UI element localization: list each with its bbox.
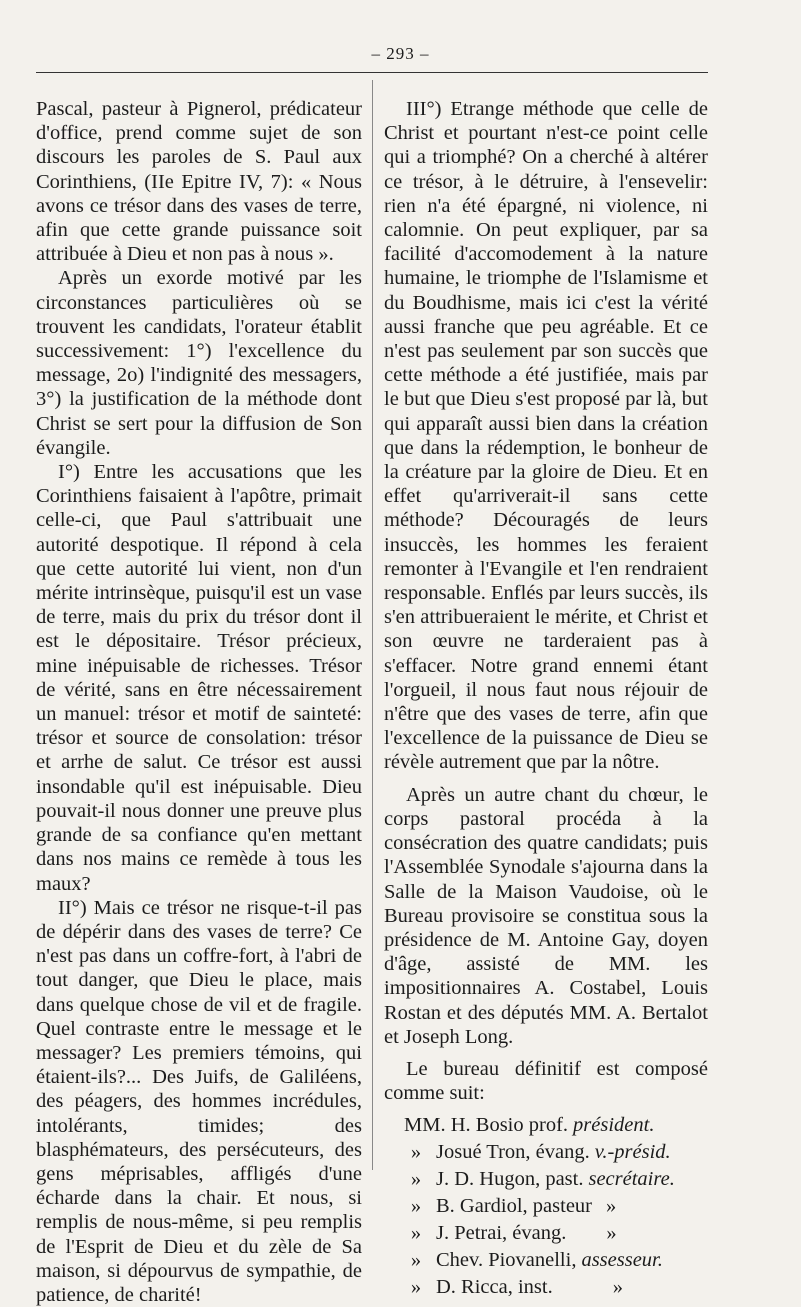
member-role: président. — [573, 1114, 655, 1137]
paragraph: I°) Entre les accusations que les Corinthiens faisaient à l'apôtre, primait celle-ci, que Paul s'attribuait une autorité despotique. Il répond à cela que cette autorité lui vient, non d'un mérite intrinsèque, puisqu'il est un vase de terre, mais du prix du trésor dont il est le dépositaire. Trésor précieux, mine inépuisable de richesses. Trésor de vérité, sans en être nécessairement un manuel: trésor et motif de sainteté: trésor et source de consolation: trésor et arrhe de salut. Ce trésor est aussi insondable qu'il est inépuisable. Dieu pouvait-il nous donner une preuve plus grande de sa confiance qu'en mettant dans nos mains ce remède à tous les maux? — [36, 461, 362, 895]
list-item — [384, 1167, 708, 1194]
paragraph: Le bureau définitif est composé comme suit: — [384, 1057, 708, 1105]
member-name: B. Gardiol, pasteur — [436, 1195, 592, 1218]
paragraph: II°) Mais ce trésor ne risque-t-il pas de dépérir dans des vases de terre? Ce n'est pas dans un coffre-fort, à l'abri de tout danger, que Dieu le place, mais dans quelque chose de vil et de fragile. Quel contraste entre le message et le messager? Les premiers témoins, qui étaient-ils?... Des Juifs, de Galiléens, des péagers, des hommes incrédules, intolérants, timides; des blasphémateurs, des persécuteurs, des gens méprisables, affligés d'une écharde dans la chair. Et nous, si remplis de nous-même, si peu remplis de l'Esprit de Dieu et du zèle de Sa maison, si dépourvus de sympathie, de patience, de charité! — [36, 896, 362, 1306]
right-column — [384, 97, 708, 1302]
ditto-mark: » — [410, 1249, 422, 1272]
column-divider — [372, 80, 373, 1170]
title-mark: MM. — [404, 1114, 446, 1137]
list-item — [384, 1221, 708, 1248]
ditto-mark: » — [410, 1195, 422, 1218]
member-name: J. Petrai, évang. — [436, 1222, 567, 1245]
bureau-list — [384, 1113, 708, 1302]
ditto-mark: » — [612, 1276, 623, 1299]
header-rule — [36, 72, 708, 73]
list-item — [384, 1275, 708, 1302]
ditto-mark: » — [606, 1195, 617, 1218]
paragraph: Pascal, pasteur à Pignerol, prédicateur d'office, prend comme sujet de son discours les paroles de S. Paul aux Corinthiens, (IIe Epitre IV, 7): « Nous avons ce trésor dans des vases de terre, afin que cette grande puissance soit attribuée à Dieu et non pas à nous ». — [36, 98, 362, 266]
list-item — [384, 1113, 708, 1140]
member-name: J. D. Hugon, past. — [436, 1168, 584, 1191]
ditto-mark: » — [410, 1276, 422, 1299]
ditto-mark: » — [410, 1222, 422, 1245]
paragraph: III°) Etrange méthode que celle de Christ et pourtant n'est-ce point celle qui a triomphé? On a cherché à altérer ce trésor, à le détruire, à l'ensevelir: rien n'a été épargné, ni violence, ni calomnie. On peut expliquer, par sa facilité d'accomodement à la nature humaine, le triomphe de l'Islamisme et du Boudhisme, mais ici c'est la vérité aussi franche que peu agréable. Et ce n'est pas seulement par son succès que cette méthode a été justifiée, mais par le but que Dieu s'est proposé par là, but qui apparaît aussi bien dans la création que dans la rédemption, le bonheur de la créature par la gloire de Dieu. Et en effet qu'arriverait-il sans cette méthode? Découragés de leurs insuccès, les hommes les feraient remonter à l'Evangile et l'en rendraient responsable. Enflés par leurs succès, ils s'en attribueraient le mérite, et Christ et son œuvre ne tarderaient pas à s'effacer. Notre grand ennemi étant l'orgueil, il nous faut nous réjouir de n'être que des vases de terre, afin que l'excellence de la puissance de Dieu se révèle autrement que par la nôtre. — [384, 98, 708, 774]
left-column — [36, 97, 362, 1307]
list-item — [384, 1140, 708, 1167]
member-name: Josué Tron, évang. — [436, 1141, 590, 1164]
ditto-mark: » — [410, 1168, 422, 1191]
paragraph: Après un autre chant du chœur, le corps pastoral procéda à la consécration des quatre candidats; puis l'Assemblée Synodale s'ajourna dans la Salle de la Maison Vaudoise, où le Bureau provisoire se constitua sous la présidence de M. Antoine Gay, doyen d'âge, assisté de MM. les impositionnaires A. Costabel, Louis Rostan et des députés MM. A. Bertalot et Joseph Long. — [384, 783, 708, 1048]
page-number: – 293 – — [371, 44, 430, 63]
member-name: D. Ricca, inst. — [436, 1276, 553, 1299]
paragraph: Après un exorde motivé par les circonstances particulières où se trouvent les candidats, l'orateur établit successivement: 1°) l'excellence du message, 2o) l'indignité des messagers, 3°) la justification de la méthode dont Christ se sert pour la diffusion de Son évangile. — [36, 267, 362, 459]
member-role: secrétaire. — [588, 1168, 675, 1191]
ditto-mark: » — [410, 1141, 422, 1164]
list-item — [384, 1248, 708, 1275]
member-name: H. Bosio prof. — [450, 1114, 569, 1137]
member-name: Chev. Piovanelli, — [436, 1249, 577, 1272]
ditto-mark: » — [606, 1222, 617, 1245]
member-role: v.-présid. — [594, 1141, 671, 1164]
list-item — [384, 1194, 708, 1221]
member-role: assesseur. — [581, 1249, 663, 1272]
